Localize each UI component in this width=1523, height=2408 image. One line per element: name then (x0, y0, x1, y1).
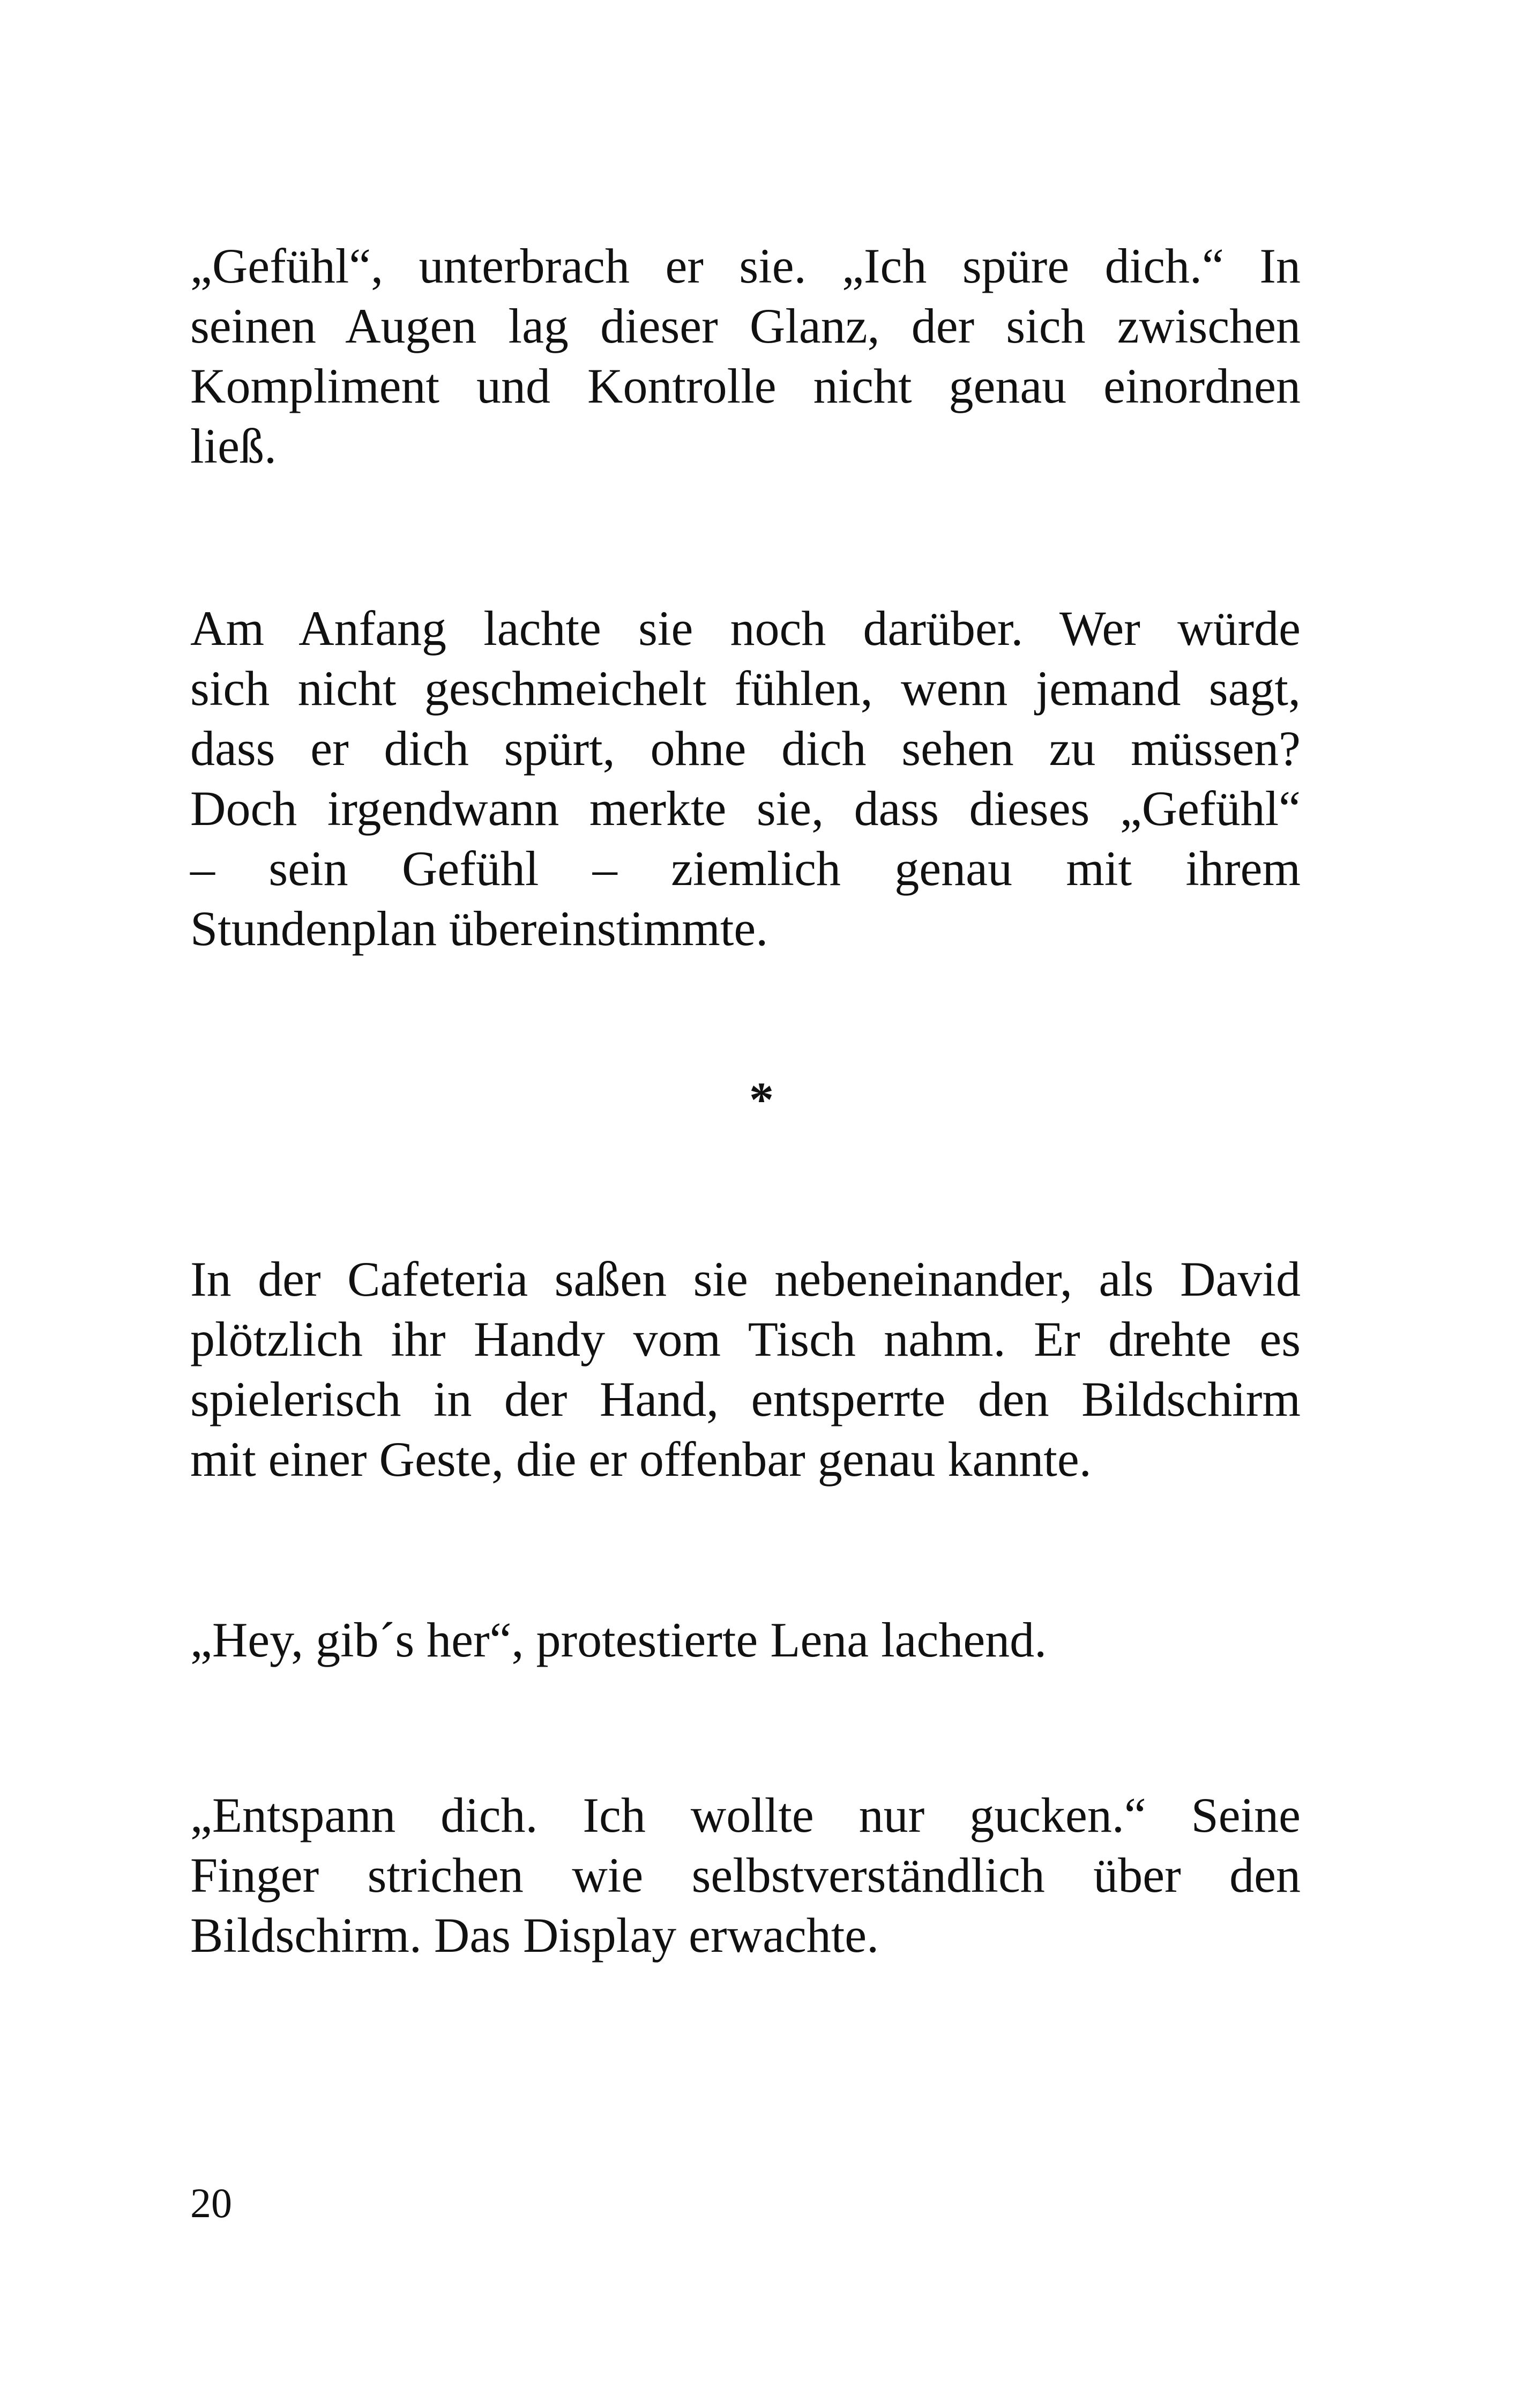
paragraph-2-line-5: – sein Gefühl – ziemlich genau mit ihrem (190, 841, 1301, 896)
paragraph-4-line-1: „Hey, gib´s her“, protestierte Lena lachend. (190, 1612, 1047, 1667)
paragraph-2 (190, 598, 1301, 958)
paragraph-3-line-2: plötzlich ihr Handy vom Tisch nahm. Er drehte es (190, 1312, 1301, 1366)
paragraph-2-line-2: sich nicht geschmeichelt fühlen, wenn jemand sagt, (190, 661, 1301, 716)
page-number: 20 (190, 2180, 232, 2226)
paragraph-3-line-4: mit einer Geste, die er offenbar genau kannte. (190, 1432, 1092, 1487)
paragraph-4 (190, 1610, 1301, 1670)
paragraph-1-line-3: Kompliment und Kontrolle nicht genau einordnen (190, 359, 1301, 413)
paragraph-1 (190, 236, 1301, 476)
paragraph-2-line-3: dass er dich spürt, ohne dich sehen zu müssen? (190, 721, 1301, 776)
paragraph-5-line-1: „Entspann dich. Ich wollte nur gucken.“ Seine (190, 1788, 1301, 1842)
paragraph-3-line-1: In der Cafeteria saßen sie nebeneinander, als David (190, 1252, 1301, 1306)
paragraph-2-line-4: Doch irgendwann merkte sie, dass dieses „Gefühl“ (190, 781, 1301, 836)
paragraph-5-line-2: Finger strichen wie selbstverständlich über den (190, 1848, 1301, 1902)
paragraph-5-line-3: Bildschirm. Das Display erwachte. (190, 1908, 879, 1963)
section-separator: * (749, 1072, 774, 1127)
paragraph-3-line-3: spielerisch in der Hand, entsperrte den Bildschirm (190, 1372, 1301, 1426)
paragraph-1-line-1: „Gefühl“, unterbrach er sie. „Ich spüre dich.“ In (190, 239, 1301, 293)
paragraph-1-line-2: seinen Augen lag dieser Glanz, der sich zwischen (190, 299, 1301, 353)
paragraph-2-line-6: Stundenplan übereinstimmte. (190, 901, 768, 956)
paragraph-2-line-1: Am Anfang lachte sie noch darüber. Wer würde (190, 601, 1301, 656)
paragraph-5 (190, 1785, 1301, 1965)
paragraph-3 (190, 1249, 1301, 1489)
paragraph-1-line-4: ließ. (190, 419, 277, 473)
